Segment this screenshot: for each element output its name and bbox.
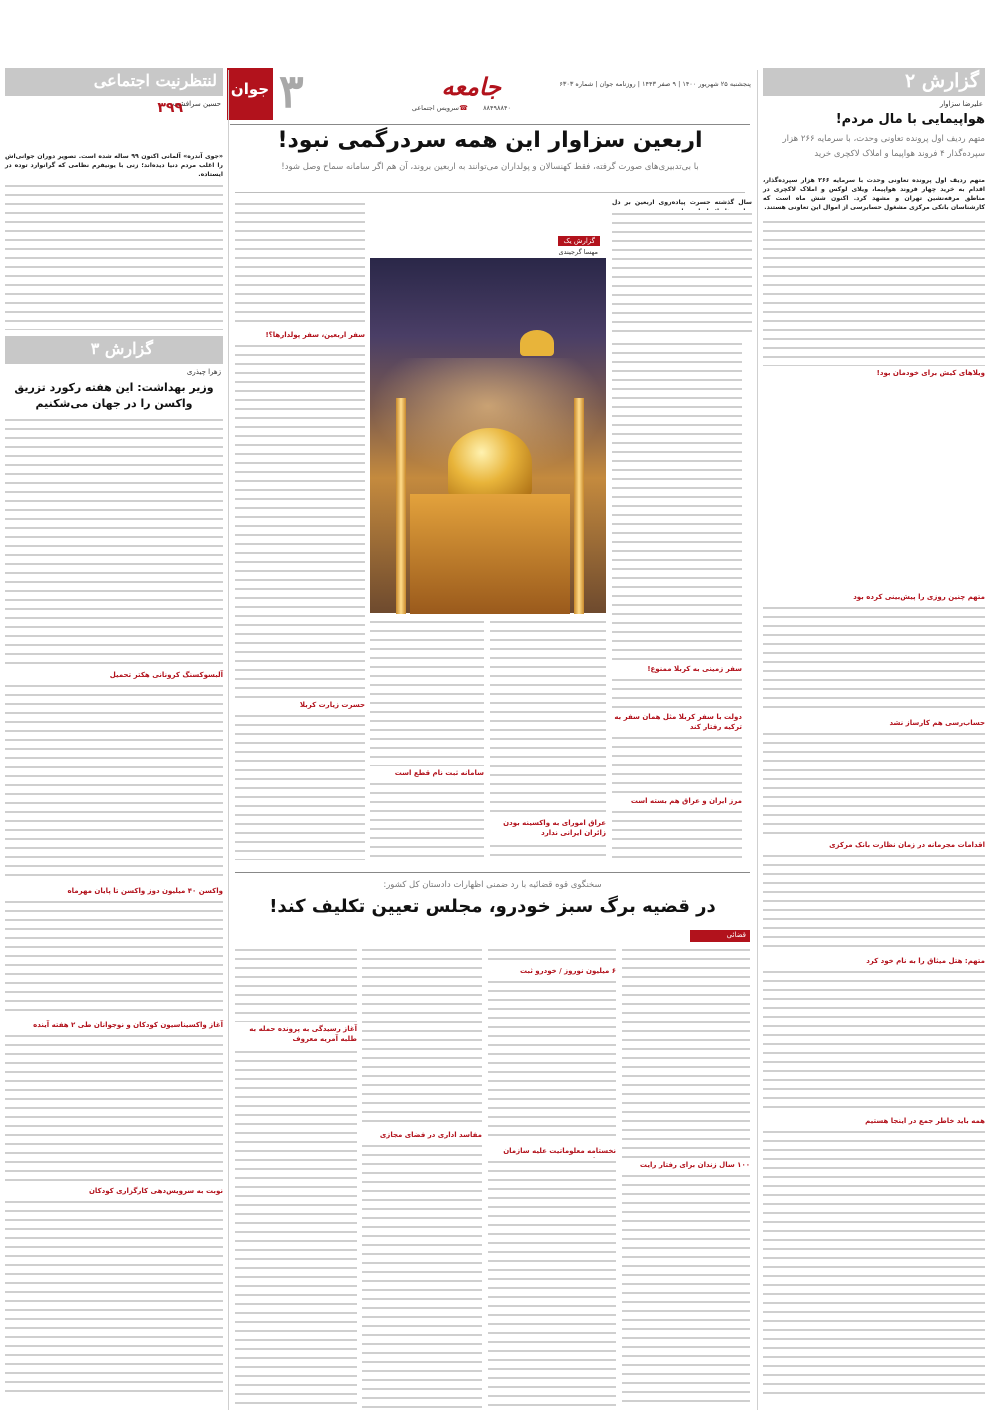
right-sub-2: متهم چنین روزی را پیش‌بینی کرده بود bbox=[853, 593, 985, 601]
right-sub-5: متهم: هتل میثاق را به نام خود کرد bbox=[866, 957, 985, 965]
right-text-block-7 bbox=[763, 1128, 985, 1398]
counter-badge bbox=[5, 98, 223, 120]
main-col-b-text-3 bbox=[235, 712, 365, 860]
report-tag bbox=[500, 236, 600, 258]
main-col-b-text bbox=[235, 200, 365, 328]
left-banner-2-text: گزارش ۳ bbox=[90, 339, 153, 358]
main-sub-1: سفر اربعین، سفر پولدارها؟! bbox=[265, 331, 365, 339]
left-banner-2 bbox=[5, 336, 223, 364]
report-tag-reporter: مهسا گرجیندی bbox=[558, 248, 598, 256]
right-sub-3: حساب‌رسی هم کارساز نشد bbox=[889, 719, 985, 727]
shrine-photo bbox=[370, 258, 606, 613]
masthead bbox=[227, 64, 751, 120]
left-sub-1: آلبسوکسنگ کرونانی هکتر تحمیل bbox=[109, 671, 223, 679]
left-sub-3: آغاز واکسیناسیون کودکان و نوجوانان طی ۲ هفته آینده bbox=[33, 1021, 223, 1029]
main-story-lead-box bbox=[612, 198, 752, 334]
shrine-base bbox=[410, 494, 570, 614]
judicial-tag bbox=[690, 930, 750, 942]
report-tag-label bbox=[558, 236, 600, 246]
newspaper-logo bbox=[227, 68, 273, 120]
main-sub-2: حسرت زیارت کربلا bbox=[299, 701, 365, 709]
bottom-sub-5: مفاسد اداری در فضای مجازی bbox=[379, 1131, 482, 1139]
under-photo-col-2 bbox=[490, 618, 606, 816]
right-text-block-1 bbox=[763, 218, 985, 366]
bottom-sub-2: ۶ میلیون نوروز / خودرو ثبت bbox=[519, 967, 616, 975]
under-photo-col-1 bbox=[370, 618, 484, 766]
main-col-b-text-2 bbox=[235, 342, 365, 698]
right-text-block-3 bbox=[763, 604, 985, 714]
counter-number: ۳۹۹ bbox=[157, 100, 183, 116]
bottom-col-1 bbox=[622, 946, 750, 1158]
report-tag-text: گزارش یک bbox=[563, 237, 595, 245]
bottom-col-3 bbox=[362, 946, 482, 1126]
bottom-sub-1: ۱۰۰ سال زندان برای رفتار رایت bbox=[639, 1161, 750, 1169]
bottom-col-2c bbox=[488, 1158, 616, 1408]
left-banner bbox=[5, 68, 223, 96]
newspaper-logo-text: جوان bbox=[230, 80, 270, 98]
headline-rule bbox=[235, 192, 745, 193]
left-author-2: زهرا چیذری bbox=[186, 368, 221, 376]
right-author: علیرضا سزاوار bbox=[939, 100, 983, 108]
under-photo-col-2b bbox=[490, 842, 606, 860]
masthead-rule bbox=[230, 124, 750, 125]
far-dome bbox=[520, 330, 554, 356]
shrine-dome bbox=[448, 428, 532, 498]
left-text-block-3 bbox=[5, 682, 223, 882]
left-author: حسین سرافشت bbox=[172, 100, 221, 108]
service-label: سرویس اجتماعی bbox=[411, 104, 459, 112]
left-text-block-6 bbox=[5, 1198, 223, 1398]
main-headline: اربعین سزاوار این همه سردرگمی نبود! bbox=[277, 128, 703, 153]
page-number: ۳ bbox=[279, 64, 304, 118]
right-text-block-4 bbox=[763, 730, 985, 836]
under-photo-col-1b bbox=[370, 780, 484, 860]
phone-icon: ☎ bbox=[459, 104, 468, 112]
left-text-block-2 bbox=[5, 416, 223, 668]
main-sub-6: مرز ایران و عراق هم بسته است bbox=[630, 797, 742, 805]
main-col-a-text-4 bbox=[612, 808, 742, 860]
left-column-divider bbox=[228, 70, 229, 1410]
date-line: پنجشنبه ۲۵ شهریور ۱۴۰۰ | ۹ صفر ۱۴۴۳ | روزنامه جوان | شماره ۶۳۰۳ bbox=[559, 80, 751, 88]
right-title: هواپیمایی با مال مردم! bbox=[835, 112, 985, 127]
main-col-a-text bbox=[612, 340, 742, 660]
right-sub-4: اقدامات مجرمانه در زمان نظارت بانک مرکزی bbox=[829, 841, 985, 849]
main-sub-3: سامانه ثبت نام قطع است bbox=[394, 769, 484, 777]
bottom-col-3b bbox=[362, 1142, 482, 1408]
bottom-col-2b bbox=[488, 978, 616, 1142]
bottom-col-4 bbox=[235, 946, 357, 1022]
bottom-col-4b bbox=[235, 1048, 357, 1408]
main-lead-text bbox=[612, 210, 752, 332]
left-text-block-4 bbox=[5, 898, 223, 1016]
judicial-tag-text: قضائی bbox=[726, 931, 746, 939]
left-body: «جوی آندره» آلمانی اکنون ۹۹ ساله شده است. تصویر دوران جوانی‌اش را اغلب مردم دنیا دیده‌اند؛ زنی با یونیفرم نظامی که گرانوارد توده در ایستاده. bbox=[5, 153, 223, 178]
bottom-col-2 bbox=[488, 946, 616, 964]
main-col-a-text-2 bbox=[612, 676, 742, 710]
minaret-right bbox=[574, 398, 584, 614]
left-sub-4: نوبت به سرویس‌دهی کارگزاری کودکان bbox=[88, 1187, 223, 1195]
left-text-block-5 bbox=[5, 1032, 223, 1182]
bottom-sub-4: نخستامه معلوماتیت علیه سازمان bbox=[503, 1147, 616, 1155]
bottom-headline: در قضیه برگ سبز خودرو، مجلس تعیین تکلیف کند! bbox=[269, 896, 716, 917]
main-sub-7: عراق امورای به واکسینه بودن زائران ایرانی ندارد bbox=[503, 819, 606, 837]
left-banner-text: لنتظرنیت اجتماعی bbox=[93, 71, 217, 90]
main-sub-4: سفر زمینی به کربلا ممنوع! bbox=[647, 665, 742, 673]
main-lead: سال گذشته حسرت پیاده‌روی اربعین بر دل bbox=[612, 199, 752, 206]
bottom-col-1b bbox=[622, 1172, 750, 1408]
right-banner-text: گزارش ۲ bbox=[904, 70, 979, 92]
right-text-block-5 bbox=[763, 852, 985, 952]
bottom-kicker: سخنگوی قوه قضائیه با رد ضمنی اظهارات دادستان کل کشور: bbox=[383, 880, 602, 890]
column-divider bbox=[757, 70, 758, 1410]
right-column bbox=[763, 60, 985, 1405]
left-sub-2: واکسن ۴۰ میلیون دوز واکسن تا پایان مهرماه bbox=[67, 887, 223, 895]
bottom-sub-3: آغاز رسیدگی به پرونده حمله به طلبه آمریه معروف bbox=[249, 1025, 357, 1043]
right-body: متهم ردیف اول پرونده تعاونی وحدت با سرمایه ۲۶۶ هزار سپرده‌گذار، اقدام به خرید چهار فروند هواپیما، ویلای لوکس و املاک لاکچری در مناطق مرفه‌نشین تهران و مشهد کرد. اکنون شش ماه است که کارشناسان بانکی مرکزی مشغول حسابرسی از اموال این تعاونی هستند. bbox=[763, 177, 986, 211]
right-text-block-6 bbox=[763, 968, 985, 1112]
right-lead: متهم ردیف اول پرونده تعاونی وحدت، با سرمایه ۲۶۶ هزار سپرده‌گذار ۴ فروند هواپیما و املاک لاکچری خرید bbox=[782, 134, 985, 159]
right-sub-1: ویلاهای کیش برای خودمان بود! bbox=[876, 369, 985, 377]
left-title-2: وزیر بهداشت: این هفته رکورد تزریق واکسن را در جهان می‌شکنیم bbox=[14, 381, 214, 410]
left-text-block-1 bbox=[5, 182, 223, 330]
bottom-story-rule bbox=[235, 872, 750, 873]
main-subtitle: با بی‌تدبیری‌های صورت گرفته، فقط کهنسالان و پولداران می‌توانند به اربعین بروند، آن هم اگر سامانه سماح وصل شود! bbox=[281, 162, 699, 172]
right-banner bbox=[763, 68, 985, 96]
main-col-a-text-3 bbox=[612, 734, 742, 794]
service-phone: ۸۸۴۹۸۸۴۰ bbox=[483, 104, 511, 112]
section-logo: جامعه bbox=[441, 72, 501, 101]
left-column bbox=[5, 60, 223, 1405]
right-sub-6: همه باید خاطر جمع در اینجا هستیم bbox=[865, 1117, 985, 1125]
main-sub-5: دولت با سفر کربلا مثل همان سفر به ترکیه رفتار کند bbox=[614, 713, 742, 731]
minaret-left bbox=[396, 398, 406, 614]
